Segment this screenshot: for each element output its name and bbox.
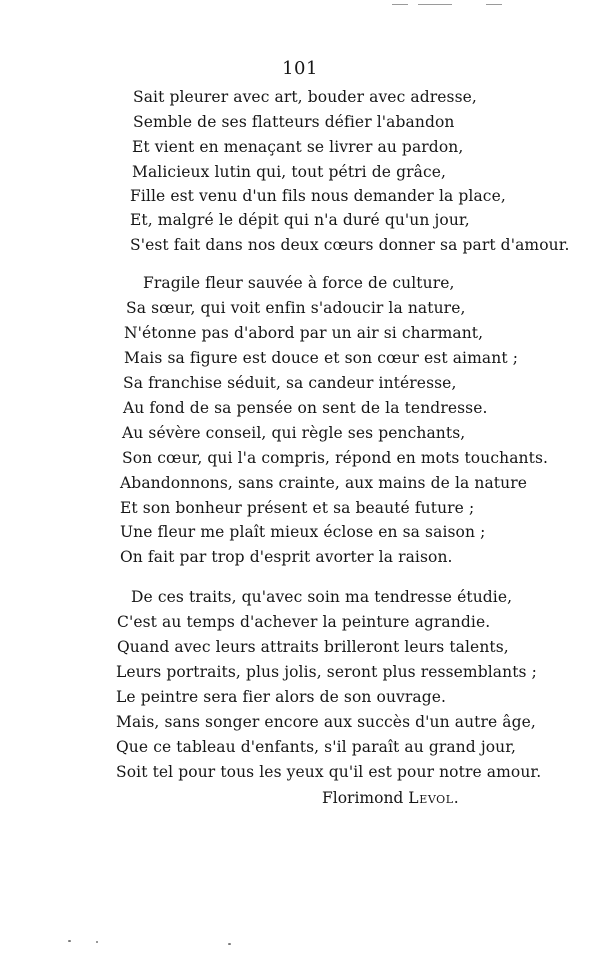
verse-line: Une fleur me plaît mieux éclose en sa saison ;: [120, 523, 486, 541]
verse-line: Le peintre sera fier alors de son ouvrage.: [116, 688, 447, 706]
verse-line: De ces traits, qu'avec soin ma tendresse étudie,: [131, 588, 513, 606]
verse-line: Leurs portraits, plus jolis, seront plus ressemblants ;: [116, 663, 537, 681]
top-edge-mark: [392, 4, 408, 5]
verse-line: Que ce tableau d'enfants, s'il paraît au grand jour,: [116, 738, 517, 756]
verse-line: Quand avec leurs attraits brilleront leurs talents,: [117, 638, 509, 656]
verse-line: Fragile fleur sauvée à force de culture,: [143, 274, 455, 292]
verse-line: Sait pleurer avec art, bouder avec adresse,: [133, 88, 477, 106]
verse-line: Au fond de sa pensée on sent de la tendresse.: [123, 399, 488, 417]
verse-line: Sa sœur, qui voit enfin s'adoucir la nature,: [126, 299, 466, 317]
verse-line: Et vient en menaçant se livrer au pardon,: [132, 138, 464, 156]
scan-speck: [96, 941, 98, 943]
verse-line: On fait par trop d'esprit avorter la raison.: [120, 548, 453, 566]
signature-first-name: Florimond: [322, 789, 404, 807]
verse-line: Fille est venu d'un fils nous demander la place,: [130, 187, 506, 205]
verse-line: Et son bonheur présent et sa beauté future ;: [120, 499, 475, 517]
verse-line: Soit tel pour tous les yeux qu'il est pour notre amour.: [116, 763, 542, 781]
verse-line: Au sévère conseil, qui règle ses penchants,: [122, 424, 466, 442]
verse-line: Mais, sans songer encore aux succès d'un autre âge,: [116, 713, 536, 731]
signature: [322, 788, 459, 808]
top-edge-mark: [418, 4, 452, 5]
verse-line: Semble de ses flatteurs défier l'abandon: [133, 113, 455, 131]
verse-line: S'est fait dans nos deux cœurs donner sa part d'amour.: [130, 236, 570, 254]
page-number: 101: [282, 58, 318, 79]
scan-speck: [228, 943, 231, 945]
verse-line: C'est au temps d'achever la peinture agrandie.: [117, 613, 491, 631]
scan-speck: [68, 940, 71, 942]
verse-line: Sa franchise séduit, sa candeur intéresse,: [123, 374, 457, 392]
verse-line: Et, malgré le dépit qui n'a duré qu'un jour,: [130, 211, 470, 229]
verse-line: Abandonnons, sans crainte, aux mains de la nature: [120, 474, 527, 492]
verse-line: Son cœur, qui l'a compris, répond en mots touchants.: [122, 449, 549, 467]
verse-line: Malicieux lutin qui, tout pétri de grâce,: [132, 163, 447, 181]
verse-line: Mais sa figure est douce et son cœur est aimant ;: [124, 349, 519, 367]
top-edge-mark: [486, 4, 502, 5]
verse-line: N'étonne pas d'abord par un air si charmant,: [124, 324, 484, 342]
signature-last-name: Levol.: [408, 789, 460, 807]
